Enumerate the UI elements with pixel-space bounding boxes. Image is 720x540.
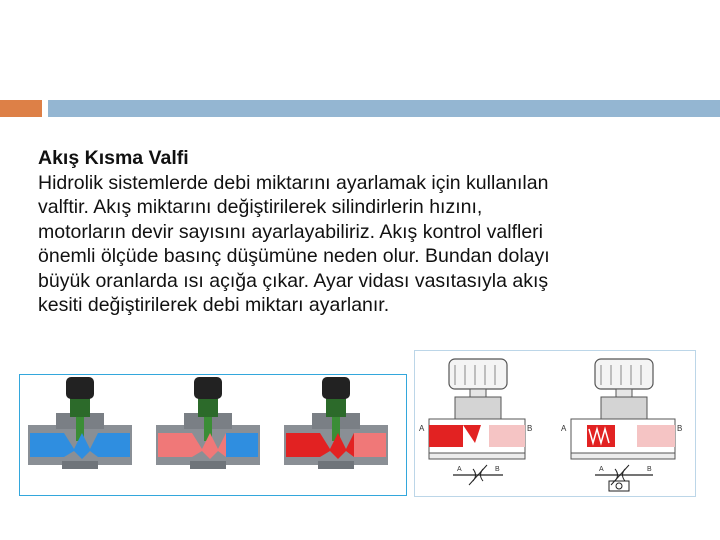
valve-icon-red-pink	[284, 377, 388, 469]
port-a-label: A	[419, 424, 425, 433]
body-line: motorların devir sayısını ayarlayabiliriz. Akış kontrol valfleri	[38, 220, 544, 243]
accent-bar-blue	[48, 100, 720, 117]
body-line: kesiti değiştirilerek debi miktarı ayarlanır.	[38, 294, 390, 316]
body-line: büyük oranlarda ısı açığa çıkar. Ayar vidası vasıtasıyla akış	[38, 269, 549, 292]
symbol-port-a-2: A	[599, 466, 604, 473]
throttle-symbol	[453, 465, 503, 485]
port-a-label-2: A	[561, 424, 567, 433]
check-throttle-symbol	[595, 465, 653, 491]
body-line: önemli ölçüde basınç düşümüne neden olur. Bundan dolayı	[38, 245, 550, 267]
symbol-port-a: A	[457, 466, 462, 473]
valve-icon-blue	[28, 377, 132, 469]
port-b-label: B	[527, 424, 533, 433]
symbol-port-b-2: B	[647, 466, 652, 473]
accent-bar-orange	[0, 100, 42, 117]
valve-states-figure	[19, 374, 407, 496]
valve-sections-figure	[414, 350, 696, 497]
symbol-port-b: B	[495, 466, 500, 473]
throttle-valve-diagram	[419, 359, 532, 459]
port-b-label-2: B	[677, 424, 683, 433]
check-throttle-valve-diagram	[561, 359, 682, 459]
body-line: Hidrolik sistemlerde debi miktarını ayarlamak için kullanılan	[38, 171, 549, 194]
valve-icon-pink-blue	[156, 377, 260, 469]
body-line: valftir. Akış miktarını değiştirilerek silindirlerin hızını,	[38, 196, 483, 218]
slide-text	[38, 146, 688, 318]
slide-title: Akış Kısma Valfi	[38, 147, 189, 169]
